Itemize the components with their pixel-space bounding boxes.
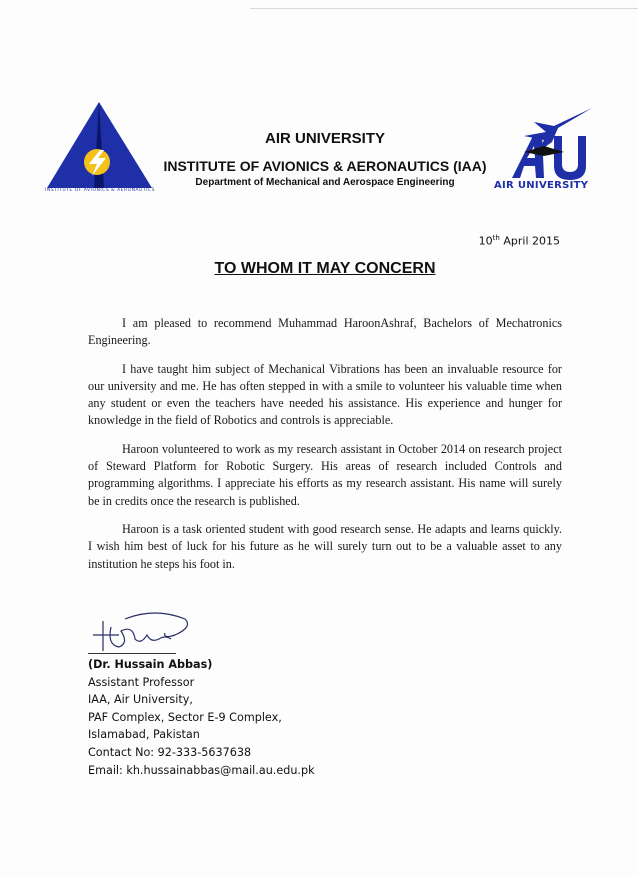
date-suffix: th bbox=[492, 234, 500, 242]
air-university-logo-caption: AIR UNIVERSITY bbox=[494, 180, 589, 191]
institute-name: INSTITUTE OF AVIONICS & AERONAUTICS (IAA) bbox=[163, 158, 487, 174]
letter-body bbox=[88, 315, 562, 584]
handwritten-signature bbox=[85, 605, 195, 655]
signatory-address-line-1: PAF Complex, Sector E-9 Complex, bbox=[88, 710, 282, 724]
body-paragraph: I have taught him subject of Mechanical Vibrations has been an invaluable resource for our university and me. He has often stepped in with a smile to volunteer his valuable time when any student or even the teachers have needed his assistance. His experience and hunger for knowledge in the field of Robotics and controls is appreciable. bbox=[88, 361, 562, 428]
signature-line bbox=[88, 653, 176, 654]
signatory-designation: Assistant Professor bbox=[88, 675, 195, 689]
department-name: Department of Mechanical and Aerospace Engineering bbox=[195, 177, 455, 188]
au-logo-a-letter bbox=[512, 134, 544, 178]
scan-edge-line bbox=[250, 8, 638, 9]
letter-date bbox=[479, 234, 560, 248]
letter-title: TO WHOM IT MAY CONCERN bbox=[214, 260, 436, 277]
signatory-block bbox=[88, 656, 315, 779]
signatory-name: (Dr. Hussain Abbas) bbox=[88, 658, 213, 671]
air-university-logo-icon bbox=[494, 106, 594, 186]
date-rest: April 2015 bbox=[499, 234, 560, 248]
au-logo-u-letter bbox=[554, 136, 586, 180]
signatory-contact-number: Contact No: 92-333-5637638 bbox=[88, 745, 252, 759]
date-day: 10 bbox=[478, 234, 493, 248]
university-name: AIR UNIVERSITY bbox=[264, 130, 385, 147]
signatory-address-line-2: Islamabad, Pakistan bbox=[88, 728, 200, 742]
body-paragraph: Haroon is a task oriented student with good research sense. He adapts and learns quickly. I wish him best of luck for his future as he will surely turn out to be a valuable asset to any institution he steps his foot in. bbox=[88, 521, 562, 571]
iaa-logo-icon bbox=[42, 100, 157, 195]
signatory-organization: IAA, Air University, bbox=[88, 693, 193, 707]
body-paragraph: I am pleased to recommend Muhammad HaroonAshraf, Bachelors of Mechatronics Engineering. bbox=[88, 316, 562, 348]
iaa-logo-caption: INSTITUTE OF AVIONICS & AERONAUTICS bbox=[45, 188, 155, 193]
signatory-email: Email: kh.hussainabbas@mail.au.edu.pk bbox=[88, 763, 315, 777]
body-paragraph: Haroon volunteered to work as my research assistant in October 2014 on research project of Steward Platform for Robotic Surgery. His areas of research included Controls and programming algorithms. I appreciate his efforts as my research assistant. His name will surely be in credits once the research is published. bbox=[88, 441, 562, 508]
